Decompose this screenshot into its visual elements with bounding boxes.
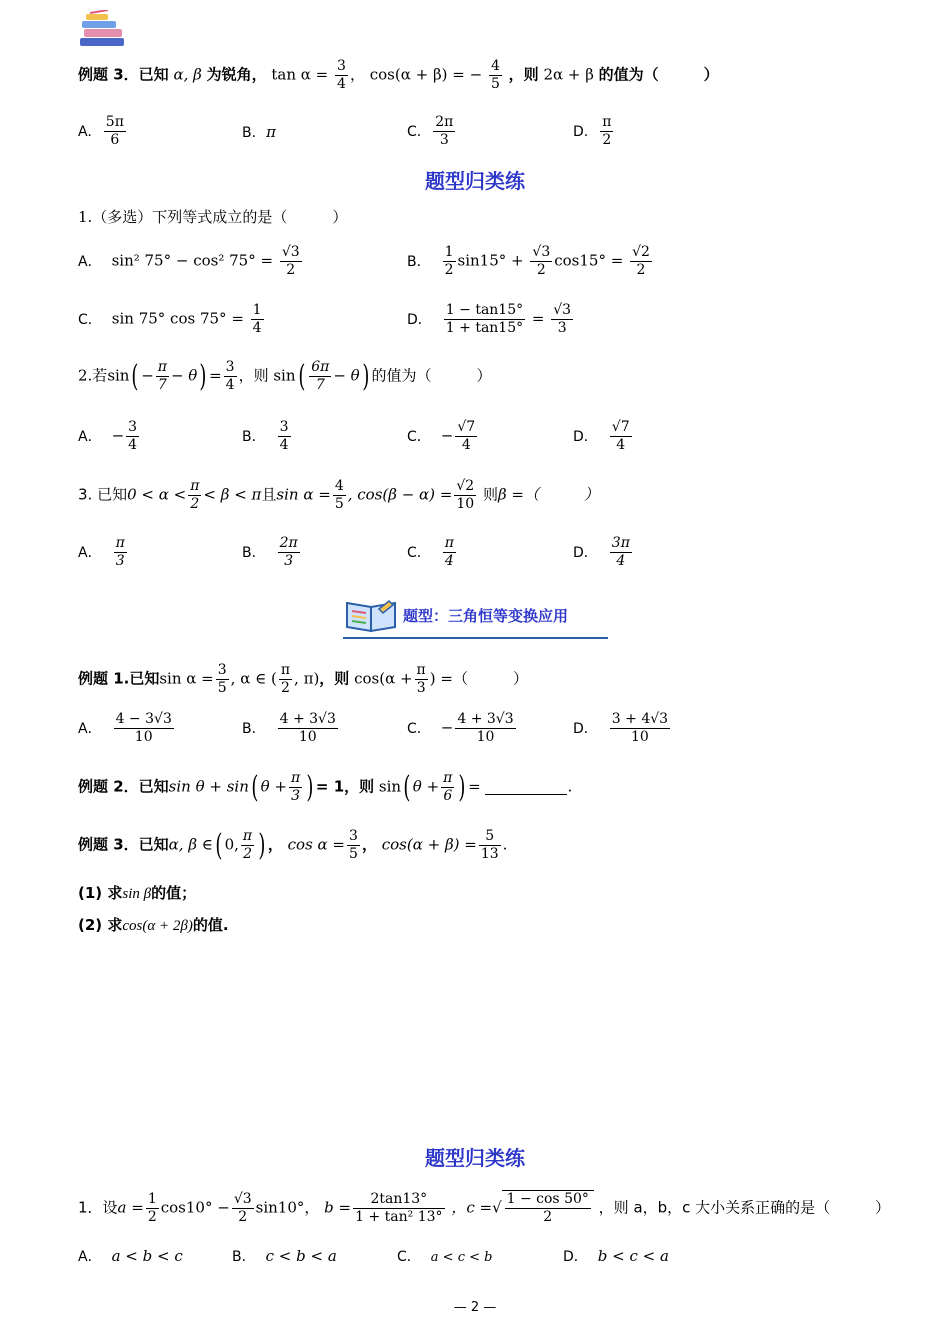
fraction: $\frac{4}{5}$ — [490, 58, 500, 92]
open-book-icon — [343, 595, 401, 635]
text: ，则 — [508, 65, 539, 84]
example-3-question: 例题 3．已知 α, β 为锐角， tan α = $\frac{3}{4}$ ， cos(α + β) = − $\frac{4}{5}$ ，则 2α + β 的值为（ ） — [78, 58, 719, 92]
option-d: D． $\frac{1 - \tan 15^\circ}{1 + \tan 15^\circ}$ = $\frac{√3}{3}$ — [407, 302, 572, 336]
banner-underline — [343, 637, 608, 639]
option-d: D. $\frac{\pi}{2}$ — [573, 114, 612, 148]
example-label: 例题 3．已知 — [78, 65, 169, 84]
option-b: B． $\frac{1}{2}$ sin15° + $\frac{√3}{2}$ cos15° = $\frac{√2}{2}$ — [407, 244, 650, 278]
example-1-question: 例题 1.已知sin α = $\frac{3}{5}$ , α ∈ ( $\frac{\pi}{2}$ , π)，则 cos(α + $\frac{\pi}{3}$ ) =（ ） — [78, 662, 528, 696]
problem-1-stem: 1.（多选）下列等式成立的是（ ） — [78, 208, 348, 226]
option-b: B． $\frac{2\pi}{3}$ — [242, 535, 298, 569]
option-b: B． $\frac{3}{4}$ — [242, 419, 289, 453]
option-c: C． $\frac{\pi}{4}$ — [407, 535, 454, 569]
option-c: C． sin 75° cos 75° = $\frac{1}{4}$ — [78, 302, 262, 336]
sub-question-1: (1) 求sin β的值； — [78, 884, 197, 902]
section-title: 题型归类练 — [425, 1146, 525, 1170]
problem-1-second-stem: 1．设a = $\frac{1}{2}$ cos10° − $\frac{√3}{2}$ sin10°， b = $\frac{2\tan 13^\circ}{\text{1 + tan² 13°}}$ ，c =√ $\frac{1 - \cos 50^\circ}{2}$ ，则 a，b，c 大小关系正确的是（ ） — [78, 1191, 891, 1225]
option-a: A． a < b < c — [78, 1247, 183, 1265]
section-banner — [343, 593, 608, 641]
option-c: C． − $\frac{√7}{4}$ — [407, 419, 476, 453]
section-title: 题型归类练 — [425, 169, 525, 193]
option-b: B. π — [242, 123, 276, 141]
text: 为锐角， — [206, 65, 267, 84]
option-b: B． c < b < a — [232, 1247, 337, 1265]
example-2-question: 例题 2．已知sin θ + sin( θ + $\frac{\pi}{3}$ ) = 1，则 sin( θ + $\frac{\pi}{6}$ ) = . — [78, 769, 573, 805]
target-expr: 2α + β — [543, 65, 594, 84]
books-stack-icon — [78, 10, 128, 50]
option-d: D． b < c < a — [563, 1247, 669, 1265]
tan-expr: tan α = — [271, 65, 329, 84]
option-b: B． $\frac{4 + 3√3}{10}$ — [242, 711, 336, 745]
option-d: D． $\frac{3 + 4√3}{10}$ — [573, 711, 669, 745]
answer-blank — [485, 780, 567, 795]
option-a: A． − $\frac{3}{4}$ — [78, 419, 138, 453]
option-c: C． − $\frac{4 + 3√3}{10}$ — [407, 711, 514, 745]
option-d: D． $\frac{3\pi}{4}$ — [573, 535, 630, 569]
cos-expr: cos(α + β) = − — [369, 65, 483, 84]
page-number: — 2 — — [453, 1300, 497, 1315]
option-c: C． a < c < b — [397, 1249, 493, 1265]
example-3-second-question: 例题 3．已知α, β ∈( 0, $\frac{\pi}{2}$ ) ， cos α = $\frac{3}{5}$ ， cos(α + β) = $\frac{5}{13}$ . — [78, 827, 508, 863]
fraction: $\frac{3}{4}$ — [337, 58, 346, 92]
text: 的值为（ ） — [598, 65, 719, 84]
option-a: A． $\frac{\pi}{3}$ — [78, 535, 125, 569]
option-a: A． $\frac{4 - 3√3}{10}$ — [78, 711, 172, 745]
option-d: D． $\frac{√7}{4}$ — [573, 419, 630, 453]
option-c: C. $\frac{2\pi}{3}$ — [407, 114, 454, 148]
variables: α, β — [173, 65, 202, 84]
option-a: A． sin² 75° − cos² 75° = $\frac{√3}{2}$ — [78, 244, 300, 278]
problem-2-stem: 2.若sin( − $\frac{\pi}{7}$ − θ) = $\frac{3}{4}$ ，则 sin( $\frac{6\pi}{7}$ − θ) 的值为（ ） — [78, 358, 492, 394]
banner-title: 题型：三角恒等变换应用 — [403, 607, 569, 625]
option-a: A. $\frac{5\pi}{6}$ — [78, 114, 124, 148]
sub-question-2: (2) 求cos(α + 2β)的值. — [78, 916, 229, 934]
problem-3-stem: 3. 已知0 < α < $\frac{\pi}{2}$ < β < π且sin α = $\frac{4}{5}$ , cos(β − α) = $\frac{√2}{10}$ 则β =（ ） — [78, 478, 599, 512]
